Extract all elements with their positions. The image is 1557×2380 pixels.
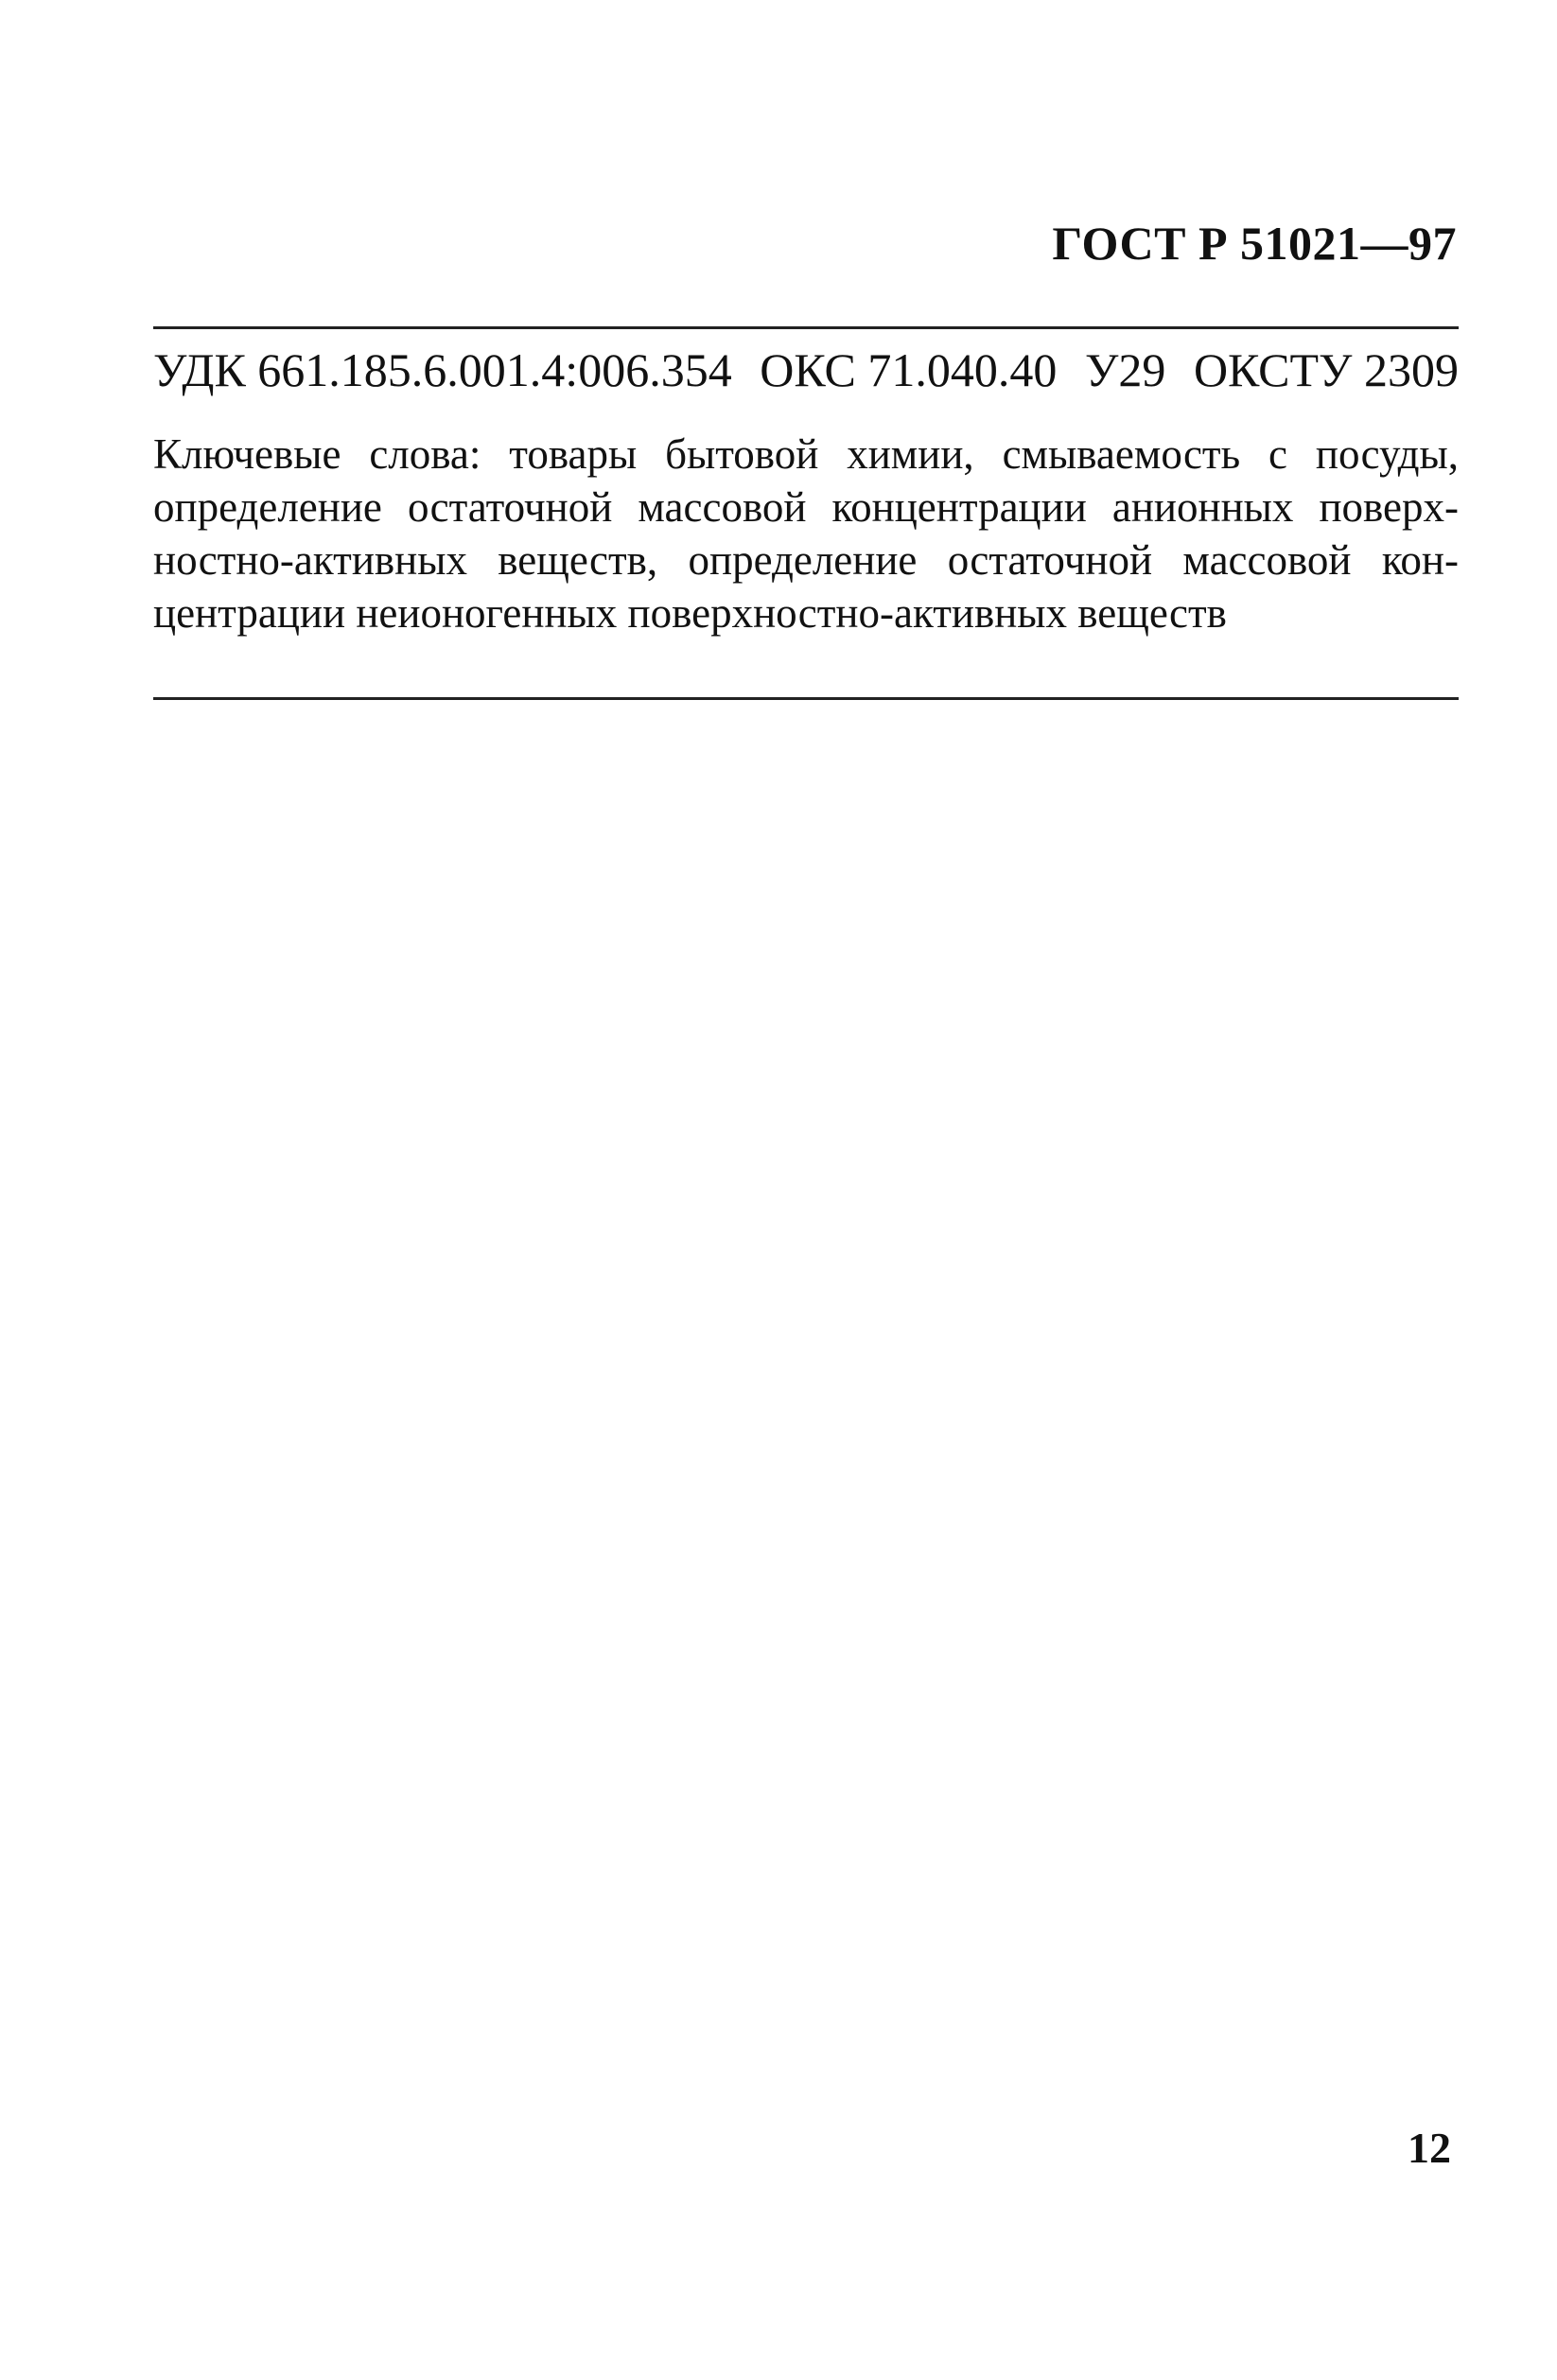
okstu-code: ОКСТУ 2309: [1193, 343, 1459, 396]
keywords-line: центрации неионогенных поверхностно-активных веществ: [153, 589, 1227, 637]
classification-codes: [153, 342, 1459, 397]
page-number: 12: [1408, 2124, 1451, 2172]
group-code: У29: [1084, 343, 1166, 396]
keywords-line: определение остаточной массовой концентрации анионных поверх-: [153, 483, 1459, 531]
keywords-line: ностно-активных веществ, определение остаточной массовой кон-: [153, 536, 1459, 584]
oks-code: ОКС 71.040.40: [760, 343, 1058, 396]
keywords-line: Ключевые слова: товары бытовой химии, смываемость с посуды,: [153, 430, 1459, 478]
keywords-block: [153, 428, 1459, 639]
udk-code: УДК 661.185.6.001.4:006.354: [153, 343, 732, 396]
bottom-divider: [153, 697, 1459, 700]
top-divider: [153, 326, 1459, 329]
standard-code: ГОСТ Р 51021—97: [1052, 217, 1457, 270]
